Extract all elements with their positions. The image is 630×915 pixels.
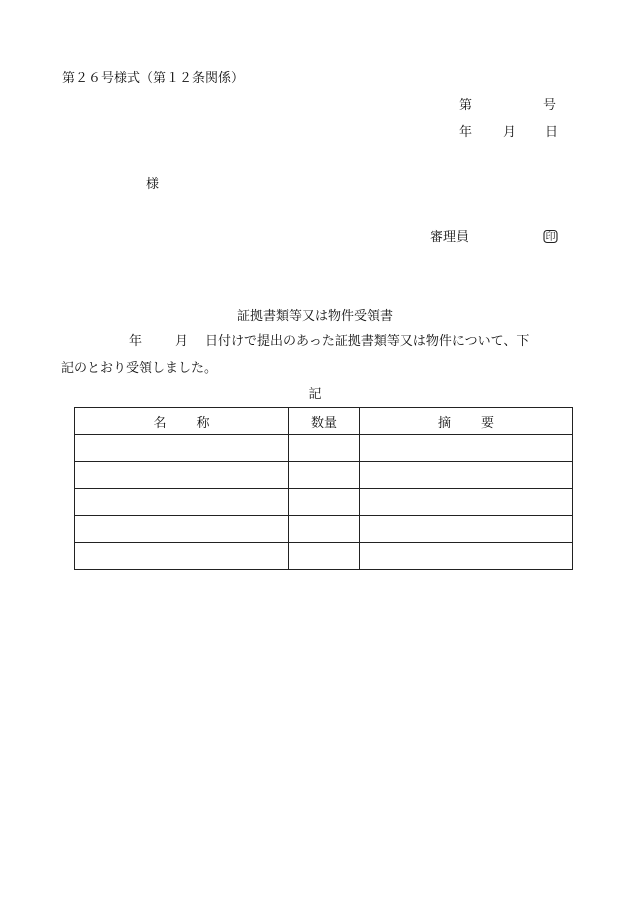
table-cell-quantity	[289, 516, 360, 543]
table-cell-name	[75, 543, 289, 570]
document-number-prefix: 第	[459, 98, 473, 113]
document-title: 証拠書類等又は物件受領書	[236, 309, 393, 324]
table-row	[75, 462, 573, 489]
ki-label: 記	[308, 387, 322, 402]
table-cell-quantity	[289, 489, 360, 516]
body-year-label: 年	[129, 334, 143, 349]
body-month-label: 月	[175, 334, 189, 349]
table-row	[75, 543, 573, 570]
receipt-table	[74, 407, 573, 570]
date-day-label: 日	[545, 125, 559, 140]
table-cell-name	[75, 489, 289, 516]
body-text-line-2: 記のとおり受領しました。	[61, 361, 218, 376]
table-cell-remarks	[360, 543, 573, 570]
table-cell-remarks	[360, 462, 573, 489]
seal-label: 印	[545, 232, 556, 244]
table-cell-remarks	[360, 516, 573, 543]
column-header-name: 名 称	[75, 408, 289, 435]
table-row	[75, 489, 573, 516]
addressee-honorific: 様	[146, 177, 160, 192]
table-cell-remarks	[360, 489, 573, 516]
form-number: 第２６号様式（第１２条関係）	[62, 71, 245, 86]
signer-title: 審理員	[430, 230, 470, 245]
table-cell-quantity	[289, 543, 360, 570]
table-cell-name	[75, 516, 289, 543]
date-year-label: 年	[459, 125, 473, 140]
column-header-quantity: 数量	[289, 408, 360, 435]
document-number-suffix: 号	[543, 98, 557, 113]
table-header-row	[75, 408, 573, 435]
table-row	[75, 516, 573, 543]
date-month-label: 月	[503, 125, 517, 140]
body-text-line-1: 日付けで提出のあった証拠書類等又は物件について、下	[205, 334, 530, 349]
table-cell-name	[75, 435, 289, 462]
table-cell-quantity	[289, 462, 360, 489]
seal-icon	[543, 229, 558, 244]
table-cell-remarks	[360, 435, 573, 462]
table-cell-name	[75, 462, 289, 489]
column-header-remarks: 摘 要	[360, 408, 573, 435]
table-row	[75, 435, 573, 462]
table-cell-quantity	[289, 435, 360, 462]
